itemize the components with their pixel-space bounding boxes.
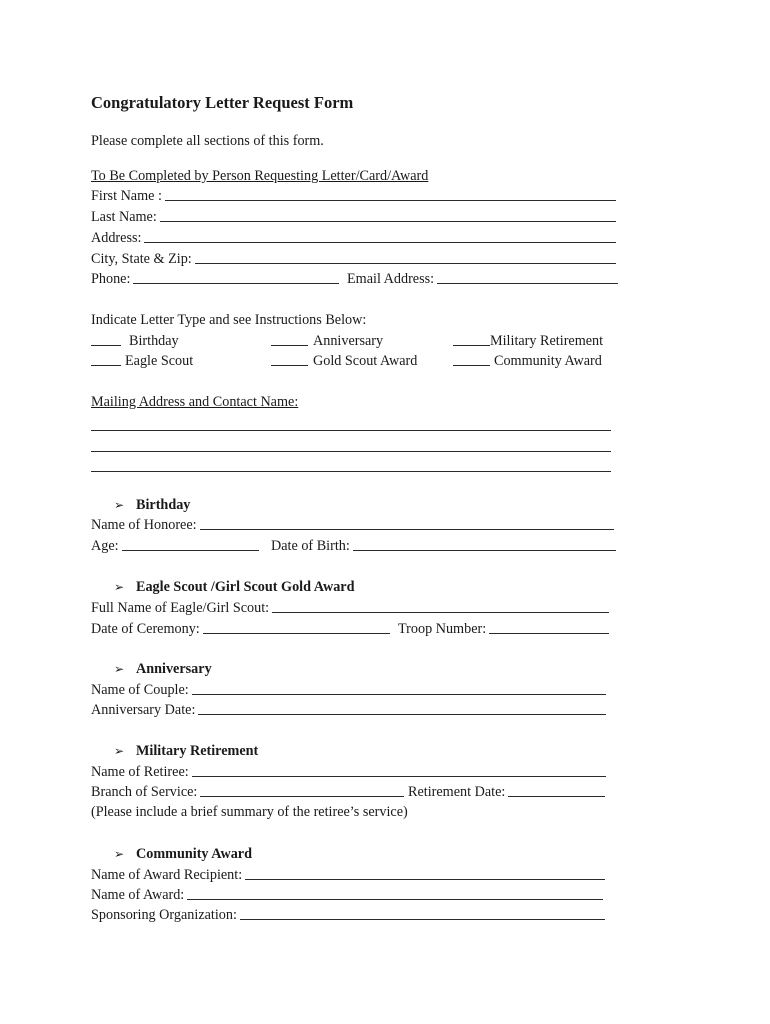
couple-line[interactable] bbox=[192, 694, 606, 695]
award-name-field[interactable] bbox=[91, 886, 603, 904]
organization-line[interactable] bbox=[240, 919, 605, 920]
recipient-label: Name of Award Recipient: bbox=[91, 867, 243, 883]
troop-line[interactable] bbox=[489, 633, 609, 634]
ceremony-label: Date of Ceremony: bbox=[91, 621, 200, 637]
organization-label: Sponsoring Organization: bbox=[91, 907, 237, 923]
letter-type-heading: Indicate Letter Type and see Instructions Below: bbox=[91, 312, 367, 328]
military-note: (Please include a brief summary of the retiree’s service) bbox=[91, 804, 408, 820]
first-name-label: First Name : bbox=[91, 188, 162, 204]
scout-name-label: Full Name of Eagle/Girl Scout: bbox=[91, 600, 270, 616]
option-eagle-scout[interactable] bbox=[91, 352, 193, 370]
ceremony-field[interactable] bbox=[91, 620, 390, 638]
mailing-line-2[interactable] bbox=[91, 451, 611, 452]
award-name-label: Name of Award: bbox=[91, 887, 185, 903]
dob-field[interactable] bbox=[271, 537, 616, 555]
anniversary-date-field[interactable] bbox=[91, 701, 606, 719]
requester-heading: To Be Completed by Person Requesting Letter/Card/Award bbox=[91, 168, 429, 184]
phone-field[interactable] bbox=[91, 270, 339, 288]
city-state-zip-line[interactable] bbox=[195, 263, 616, 264]
option-military-retirement[interactable] bbox=[453, 332, 603, 350]
honoree-line[interactable] bbox=[200, 529, 614, 530]
option-birthday-label: Birthday bbox=[129, 333, 179, 349]
recipient-field[interactable] bbox=[91, 866, 605, 884]
anniversary-date-line[interactable] bbox=[198, 714, 606, 715]
scout-arrow-icon: ➢ bbox=[114, 580, 125, 594]
troop-label: Troop Number: bbox=[398, 621, 487, 637]
option-gold-scout-award[interactable] bbox=[271, 352, 417, 370]
last-name-line[interactable] bbox=[160, 221, 616, 222]
option-community-award-label: Community Award bbox=[494, 353, 602, 369]
retirement-date-field[interactable] bbox=[408, 783, 605, 801]
option-community-award-blank[interactable] bbox=[453, 365, 490, 366]
first-name-line[interactable] bbox=[165, 200, 616, 201]
phone-label: Phone: bbox=[91, 271, 131, 287]
couple-label: Name of Couple: bbox=[91, 682, 189, 698]
military-heading: Military Retirement bbox=[136, 743, 259, 759]
recipient-line[interactable] bbox=[245, 879, 605, 880]
retiree-field[interactable] bbox=[91, 763, 606, 781]
anniversary-heading: Anniversary bbox=[136, 661, 212, 677]
dob-line[interactable] bbox=[353, 550, 616, 551]
community-heading: Community Award bbox=[136, 846, 252, 862]
mailing-line-1[interactable] bbox=[91, 430, 611, 431]
option-community-award[interactable] bbox=[453, 352, 602, 370]
award-name-line[interactable] bbox=[187, 899, 603, 900]
option-eagle-scout-blank[interactable] bbox=[91, 365, 121, 366]
option-birthday[interactable] bbox=[91, 332, 179, 350]
organization-field[interactable] bbox=[91, 906, 605, 924]
option-anniversary-label: Anniversary bbox=[313, 333, 384, 349]
retirement-date-label: Retirement Date: bbox=[408, 784, 506, 800]
option-anniversary-blank[interactable] bbox=[271, 345, 308, 346]
address-line[interactable] bbox=[144, 242, 616, 243]
mailing-heading: Mailing Address and Contact Name: bbox=[91, 394, 299, 410]
email-label: Email Address: bbox=[347, 271, 435, 287]
community-arrow-icon: ➢ bbox=[114, 847, 125, 861]
anniversary-arrow-icon: ➢ bbox=[114, 662, 125, 676]
branch-label: Branch of Service: bbox=[91, 784, 198, 800]
page-title: Congratulatory Letter Request Form bbox=[91, 93, 354, 112]
option-gold-scout-award-label: Gold Scout Award bbox=[313, 353, 418, 369]
first-name-field[interactable] bbox=[91, 187, 616, 205]
city-state-zip-label: City, State & Zip: bbox=[91, 251, 192, 267]
scout-name-line[interactable] bbox=[272, 612, 609, 613]
retiree-label: Name of Retiree: bbox=[91, 764, 189, 780]
anniversary-date-label: Anniversary Date: bbox=[91, 702, 196, 718]
email-line[interactable] bbox=[437, 283, 618, 284]
birthday-heading: Birthday bbox=[136, 497, 191, 513]
address-field[interactable] bbox=[91, 229, 616, 247]
couple-field[interactable] bbox=[91, 681, 606, 699]
phone-line[interactable] bbox=[133, 283, 339, 284]
option-military-retirement-blank[interactable] bbox=[453, 345, 490, 346]
option-birthday-blank[interactable] bbox=[91, 345, 121, 346]
age-label: Age: bbox=[91, 538, 119, 554]
scout-name-field[interactable] bbox=[91, 599, 609, 617]
age-line[interactable] bbox=[122, 550, 259, 551]
city-state-zip-field[interactable] bbox=[91, 250, 616, 268]
scout-heading: Eagle Scout /Girl Scout Gold Award bbox=[136, 579, 355, 595]
retirement-date-line[interactable] bbox=[508, 796, 605, 797]
last-name-field[interactable] bbox=[91, 208, 616, 226]
email-field[interactable] bbox=[347, 270, 618, 288]
honoree-label: Name of Honoree: bbox=[91, 517, 197, 533]
military-arrow-icon: ➢ bbox=[114, 744, 125, 758]
option-gold-scout-award-blank[interactable] bbox=[271, 365, 308, 366]
honoree-field[interactable] bbox=[91, 516, 614, 534]
last-name-label: Last Name: bbox=[91, 209, 157, 225]
address-label: Address: bbox=[91, 230, 142, 246]
age-field[interactable] bbox=[91, 537, 259, 555]
branch-field[interactable] bbox=[91, 783, 404, 801]
mailing-line-3[interactable] bbox=[91, 471, 611, 472]
option-anniversary[interactable] bbox=[271, 332, 383, 350]
ceremony-line[interactable] bbox=[203, 633, 390, 634]
dob-label: Date of Birth: bbox=[271, 538, 350, 554]
troop-field[interactable] bbox=[398, 620, 609, 638]
birthday-arrow-icon: ➢ bbox=[114, 498, 125, 512]
intro-text: Please complete all sections of this form. bbox=[91, 133, 324, 149]
branch-line[interactable] bbox=[200, 796, 404, 797]
retiree-line[interactable] bbox=[192, 776, 606, 777]
option-eagle-scout-label: Eagle Scout bbox=[125, 353, 194, 369]
option-military-retirement-label: Military Retirement bbox=[490, 333, 604, 349]
